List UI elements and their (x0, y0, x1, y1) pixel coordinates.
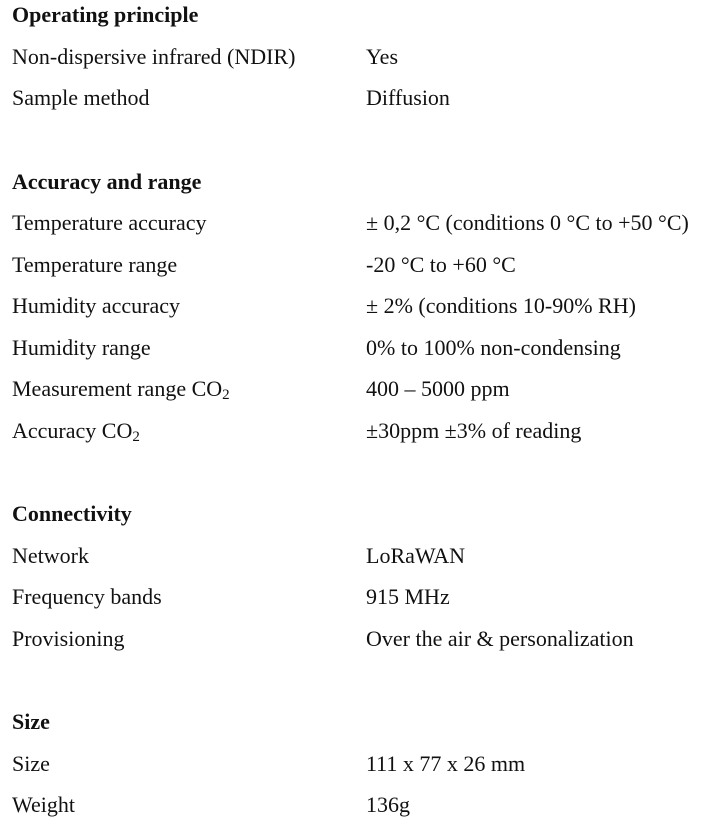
spec-label: Weight (12, 792, 75, 817)
section-accuracy-and-range (12, 167, 727, 458)
section-title: Accuracy and range (12, 168, 202, 194)
spec-row (12, 416, 727, 458)
spec-value: Yes (366, 43, 399, 69)
spec-value: 0% to 100% non-condensing (366, 334, 621, 360)
spec-value: LoRaWAN (366, 542, 465, 568)
spec-label: Temperature accuracy (12, 210, 207, 235)
spec-label: Frequency bands (12, 584, 162, 609)
section-operating-principle (12, 0, 727, 125)
spec-row (12, 790, 727, 832)
spec-row (12, 42, 727, 84)
spec-value: ±30ppm ±3% of reading (366, 417, 582, 443)
spec-value: Over the air & personalization (366, 625, 634, 651)
spec-row (12, 374, 727, 416)
section-size (12, 707, 727, 832)
spec-label (12, 416, 366, 458)
section-title: Operating principle (12, 2, 199, 27)
section-spacer (12, 125, 727, 167)
spec-row (12, 333, 727, 375)
spec-value: -20 °C to +60 °C (366, 251, 516, 277)
spec-value: ± 0,2 °C (conditions 0 °C to +50 °C) (366, 210, 689, 235)
spec-label: Provisioning (12, 625, 125, 651)
spec-label: Size (12, 750, 50, 776)
spec-row (12, 582, 727, 624)
spec-row (12, 208, 727, 250)
spec-row (12, 83, 727, 125)
spec-label-text: Accuracy CO (12, 417, 133, 443)
spec-label-text: Measurement range CO (12, 376, 223, 401)
spec-label: Sample method (12, 85, 150, 110)
spec-row (12, 749, 727, 791)
subscript: 2 (222, 387, 230, 403)
section-spacer (12, 665, 727, 707)
spec-value: 915 MHz (366, 584, 450, 609)
subscript: 2 (132, 428, 140, 445)
spec-sheet (12, 0, 727, 832)
spec-value: 136g (366, 792, 410, 817)
spec-label: Non-dispersive infrared (NDIR) (12, 43, 296, 69)
spec-row (12, 250, 727, 292)
spec-label: Humidity range (12, 334, 151, 360)
spec-value: ± 2% (conditions 10-90% RH) (366, 293, 636, 318)
spec-value: 111 x 77 x 26 mm (366, 750, 526, 776)
spec-label: Temperature range (12, 251, 178, 277)
spec-row (12, 624, 727, 666)
spec-label: Humidity accuracy (12, 293, 180, 318)
section-connectivity (12, 499, 727, 665)
spec-row (12, 541, 727, 583)
section-spacer (12, 457, 727, 499)
spec-value: Diffusion (366, 85, 450, 110)
section-title: Connectivity (12, 501, 132, 526)
spec-label: Network (12, 542, 89, 568)
section-title: Size (12, 709, 50, 734)
spec-value: 400 – 5000 ppm (366, 376, 510, 401)
spec-label (12, 374, 366, 416)
spec-row (12, 291, 727, 333)
